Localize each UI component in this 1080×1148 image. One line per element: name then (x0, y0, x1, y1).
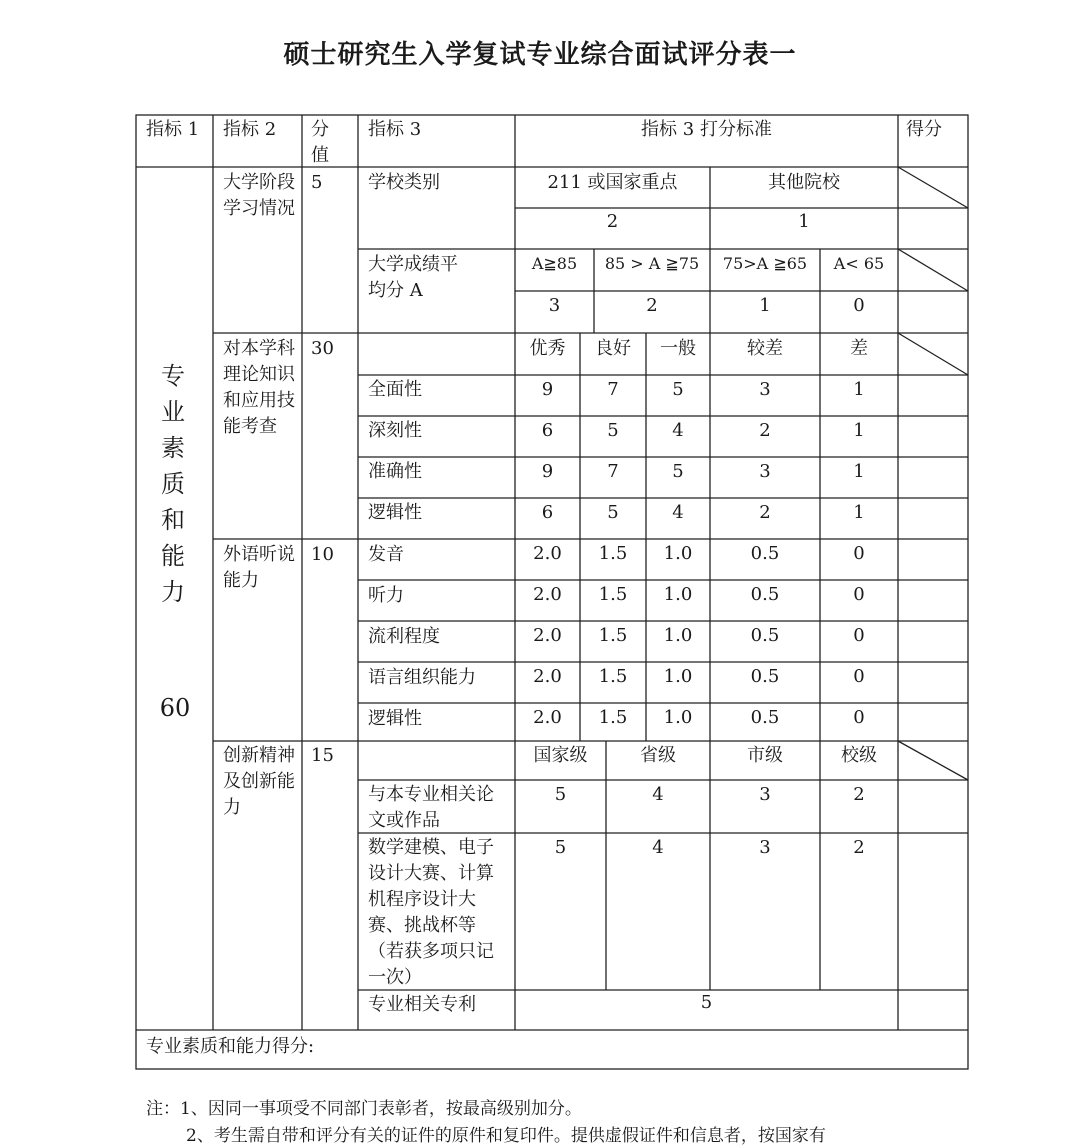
sec2-row-label: 深刻性 (368, 420, 422, 441)
sec3-cell: 2.0 (533, 666, 562, 687)
sec2-cell: 9 (541, 461, 554, 482)
slash-cell (898, 741, 968, 780)
header-col5: 指标 3 打分标准 (641, 119, 772, 140)
header-col1: 指标 1 (146, 119, 200, 140)
sec3-cell: 1.0 (663, 666, 693, 687)
contest-label: 数学建模、电子设计大赛、计算机程序设计大赛、挑战杯等（若获多项只记一次） (368, 837, 494, 988)
sec2-cell: 5 (672, 379, 684, 400)
sec4-cell: 2 (853, 837, 865, 858)
sec2-cell: 4 (672, 502, 684, 523)
sec2-level: 一般 (660, 338, 696, 359)
sec3-cell: 0 (853, 707, 865, 728)
sec4-level: 市级 (747, 745, 783, 766)
slash-cell (898, 167, 968, 208)
sec2-cell: 2 (759, 502, 771, 523)
gpa-v3: 1 (759, 295, 771, 316)
sec4-cell: 3 (759, 784, 771, 805)
sec3-cell: 1.0 (663, 543, 693, 564)
sec2-row-label: 逻辑性 (368, 502, 422, 523)
sec3-cell: 0 (853, 543, 865, 564)
sec3-cell: 1.0 (663, 584, 693, 605)
sec4-cell: 5 (554, 837, 567, 858)
sec3-cell: 1.5 (598, 666, 628, 687)
sec1-points: 5 (311, 172, 323, 193)
paper-label: 与本专业相关论文或作品 (368, 784, 494, 831)
sec2-cell: 5 (672, 461, 684, 482)
sec3-cell: 1.5 (598, 584, 628, 605)
sec3-row-label: 语言组织能力 (368, 667, 476, 688)
sec2-name: 对本学科理论知识和应用技能考查 (223, 338, 295, 437)
sec4-cell: 5 (554, 784, 567, 805)
school-val2: 1 (798, 211, 810, 232)
gpa-h1: A≧85 (531, 254, 578, 273)
slash-cell (898, 249, 968, 291)
header-col6: 得分 (906, 119, 942, 140)
sec2-cell: 4 (672, 420, 684, 441)
sec3-row-label: 发音 (368, 544, 404, 565)
sec2-cell: 1 (853, 420, 865, 441)
slash-cell (898, 333, 968, 375)
sec4-level: 校级 (841, 745, 877, 766)
header-col3: 分值 (311, 119, 329, 166)
category-score: 60 (159, 694, 191, 722)
sec2-cell: 3 (759, 379, 771, 400)
sec3-cell: 1.5 (598, 707, 628, 728)
sec2-points: 30 (311, 338, 334, 359)
sec4-cell: 2 (853, 784, 865, 805)
school-val1: 2 (606, 211, 619, 232)
sec4-cell: 4 (652, 784, 664, 805)
gpa-h4: A< 65 (833, 254, 885, 273)
sec4-cell: 4 (652, 837, 664, 858)
sec3-cell: 0 (853, 584, 865, 605)
sec4-level: 国家级 (533, 745, 588, 766)
gpa-label: 大学成绩平均分 A (368, 254, 458, 301)
sec2-cell: 1 (853, 379, 865, 400)
school-opt2: 其他院校 (768, 172, 840, 193)
gpa-v4: 0 (853, 295, 865, 316)
sec2-cell: 1 (853, 461, 865, 482)
sec3-cell: 0.5 (750, 625, 780, 646)
total-label: 专业素质和能力得分: (146, 1036, 315, 1057)
sec3-row-label: 流利程度 (368, 626, 440, 647)
sec3-cell: 0.5 (750, 666, 780, 687)
sec3-name: 外语听说能力 (223, 544, 295, 591)
sec3-cell: 2.0 (533, 543, 562, 564)
sec2-cell: 3 (759, 461, 771, 482)
sec3-cell: 0.5 (750, 707, 780, 728)
page-title: 硕士研究生入学复试专业综合面试评分表一 (283, 40, 797, 70)
sec2-level: 良好 (595, 338, 631, 359)
school-opt1: 211 或国家重点 (547, 172, 678, 193)
sec2-cell: 6 (541, 420, 554, 441)
sec2-level: 优秀 (529, 338, 566, 359)
sec3-cell: 1.0 (663, 707, 693, 728)
sec2-cell: 9 (541, 379, 554, 400)
sec3-cell: 1.0 (663, 625, 693, 646)
sec3-cell: 2.0 (533, 625, 562, 646)
sec3-cell: 1.5 (598, 625, 628, 646)
sec2-cell: 2 (759, 420, 771, 441)
sec2-cell: 5 (607, 420, 619, 441)
sec2-cell: 7 (607, 379, 619, 400)
school-label: 学校类别 (368, 172, 440, 193)
patent-label: 专业相关专利 (368, 994, 476, 1015)
sec3-cell: 2.0 (533, 707, 562, 728)
header-col4: 指标 3 (368, 119, 422, 140)
sec3-cell: 0.5 (750, 584, 780, 605)
sec2-cell: 5 (607, 502, 619, 523)
sec3-row-label: 听力 (368, 585, 404, 606)
sec2-cell: 6 (541, 502, 554, 523)
sec3-cell: 0 (853, 666, 865, 687)
sec3-cell: 1.5 (598, 543, 628, 564)
patent-value: 5 (700, 992, 713, 1013)
sec4-name: 创新精神及创新能力 (223, 745, 295, 818)
note-2: 2、考生需自带和评分有关的证件的原件和复印件。提供虚假证件和信息者，按国家有 (186, 1126, 826, 1146)
gpa-h2: 85 > A ≧75 (604, 254, 700, 273)
sec3-cell: 0.5 (750, 543, 780, 564)
sec3-cell: 2.0 (533, 584, 562, 605)
sec3-points: 10 (311, 544, 334, 565)
note-1: 注：1、因同一事项受不同部门表彰者，按最高级别加分。 (146, 1099, 582, 1119)
sec4-level: 省级 (640, 745, 676, 766)
sec2-row-label: 全面性 (368, 379, 422, 400)
sec4-cell: 3 (759, 837, 771, 858)
gpa-v1: 3 (548, 295, 561, 316)
sec3-cell: 0 (853, 625, 865, 646)
sec2-level: 较差 (747, 338, 783, 359)
sec2-cell: 1 (853, 502, 865, 523)
sec3-row-label: 逻辑性 (368, 708, 422, 729)
gpa-v2: 2 (646, 295, 658, 316)
sec2-cell: 7 (607, 461, 619, 482)
sec1-name: 大学阶段学习情况 (223, 172, 295, 219)
gpa-h3: 75>A ≧65 (722, 254, 808, 273)
sec2-level: 差 (850, 338, 868, 359)
category-label: 专业素质和能力 (161, 362, 185, 606)
sec2-row-label: 准确性 (368, 461, 422, 482)
sec4-points: 15 (311, 745, 334, 766)
header-col2: 指标 2 (223, 119, 277, 140)
